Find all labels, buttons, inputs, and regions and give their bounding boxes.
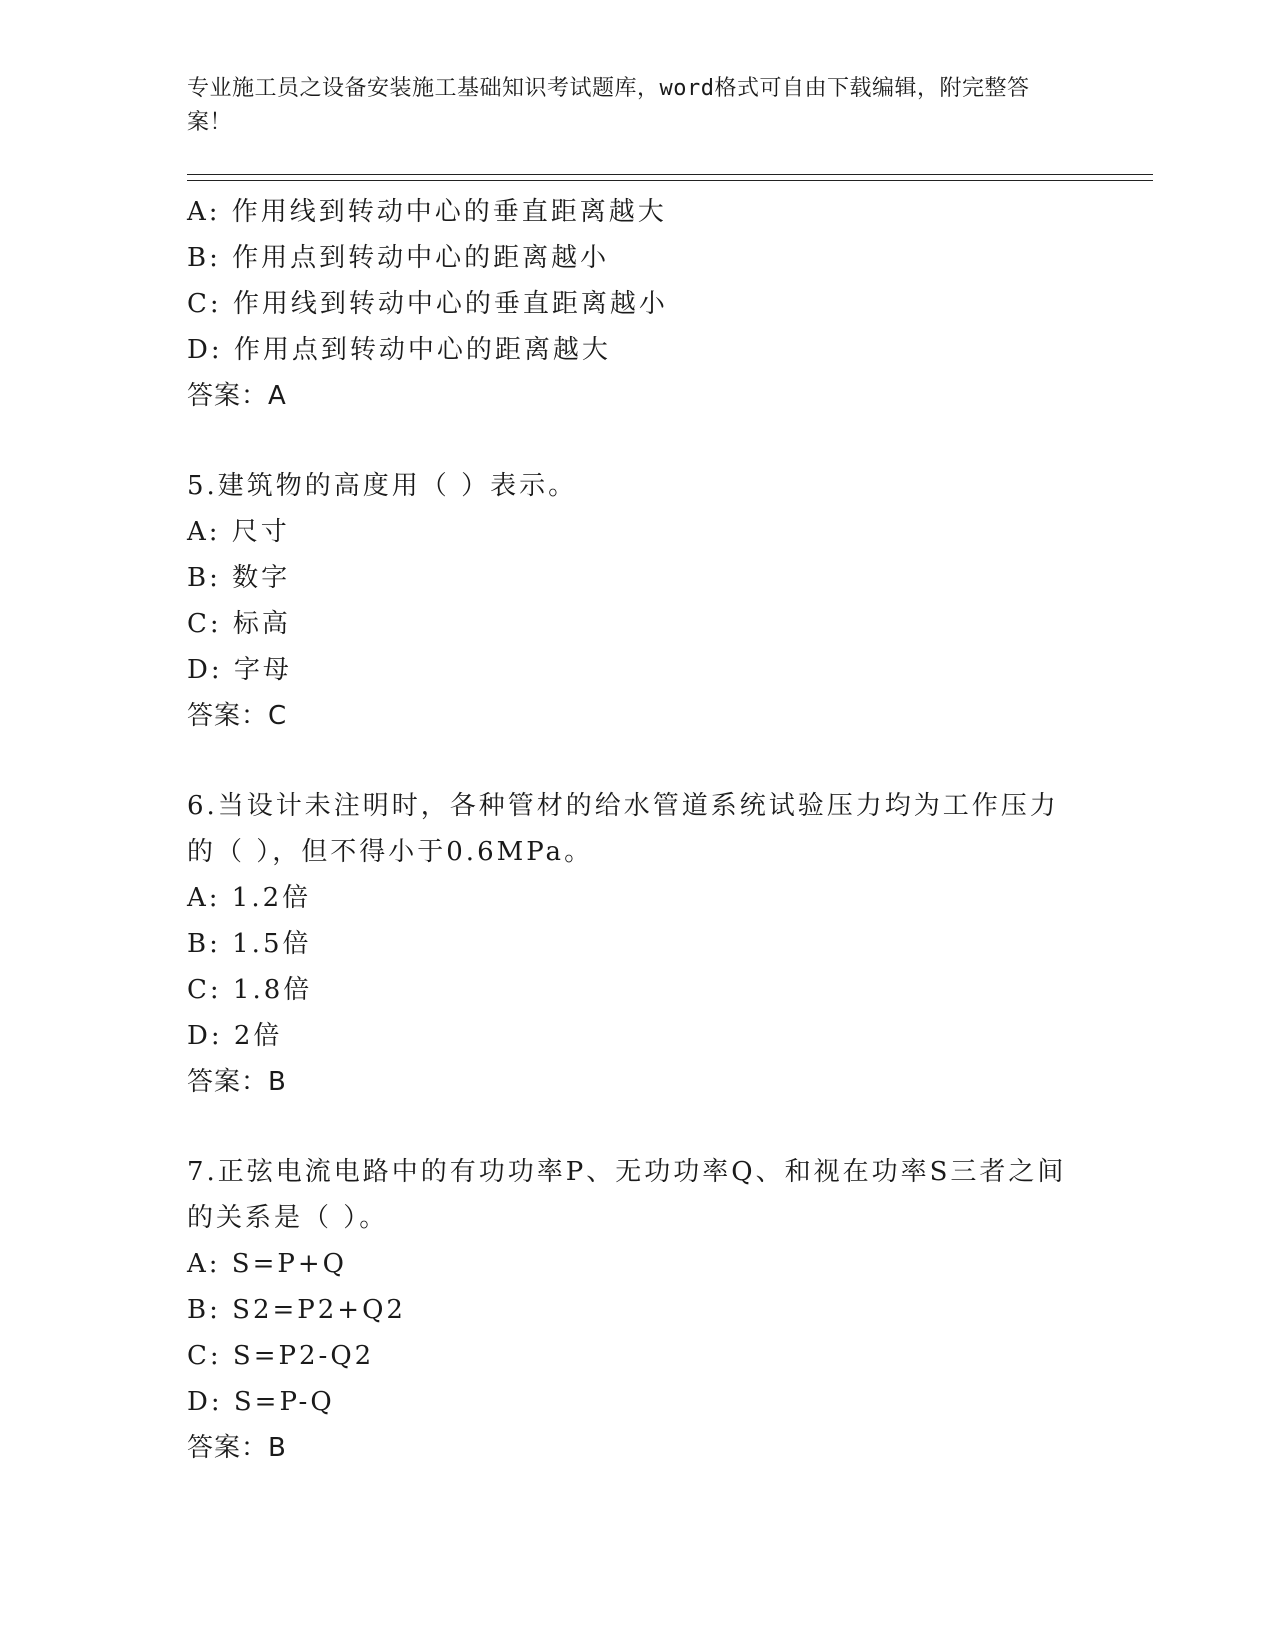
question-text: 7.正弦电流电路中的有功功率P、无功功率Q、和视在功率S三者之间 bbox=[187, 1157, 1067, 1187]
option-d: D: 作用点到转动中心的距离越大 bbox=[187, 335, 611, 365]
header-divider-bottom bbox=[187, 180, 1153, 181]
question-text-continued: 的关系是（ ）。 bbox=[187, 1203, 389, 1233]
question-text: 6.当设计未注明时，各种管材的给水管道系统试验压力均为工作压力 bbox=[187, 791, 1059, 821]
answer-label: 答案：B bbox=[187, 1433, 287, 1463]
option-d: D: S=P-Q bbox=[187, 1387, 335, 1417]
option-a: A: 尺寸 bbox=[187, 517, 290, 547]
option-d: D: 2倍 bbox=[187, 1021, 283, 1051]
option-d: D: 字母 bbox=[187, 655, 292, 685]
option-b: B: S2=P2+Q2 bbox=[187, 1295, 406, 1325]
document-title: 专业施工员之设备安装施工基础知识考试题库，word格式可自由下载编辑，附完整答案！ bbox=[187, 76, 1030, 135]
document-header bbox=[187, 72, 1067, 140]
answer-label: 答案：A bbox=[187, 381, 287, 411]
answer-label: 答案：B bbox=[187, 1067, 287, 1097]
option-b: B: 作用点到转动中心的距离越小 bbox=[187, 243, 610, 273]
answer-label: 答案：C bbox=[187, 701, 288, 731]
question-list bbox=[187, 189, 1087, 1471]
question-text-continued: 的（ ），但不得小于0.6MPa。 bbox=[187, 837, 594, 867]
option-b: B: 1.5倍 bbox=[187, 929, 312, 959]
option-a: A: S=P+Q bbox=[187, 1249, 347, 1279]
header-divider-top bbox=[187, 174, 1153, 175]
question-6 bbox=[187, 783, 1087, 1105]
option-a: A: 1.2倍 bbox=[187, 883, 312, 913]
question-5 bbox=[187, 463, 1087, 739]
question-text: 5.建筑物的高度用（ ）表示。 bbox=[187, 471, 578, 501]
option-b: B: 数字 bbox=[187, 563, 291, 593]
option-c: C: 标高 bbox=[187, 609, 291, 639]
option-c: C: 1.8倍 bbox=[187, 975, 313, 1005]
question-fragment bbox=[187, 189, 1087, 419]
option-a: A: 作用线到转动中心的垂直距离越大 bbox=[187, 197, 667, 227]
option-c: C: 作用线到转动中心的垂直距离越小 bbox=[187, 289, 668, 319]
option-c: C: S=P2-Q2 bbox=[187, 1341, 375, 1371]
question-7 bbox=[187, 1149, 1087, 1471]
